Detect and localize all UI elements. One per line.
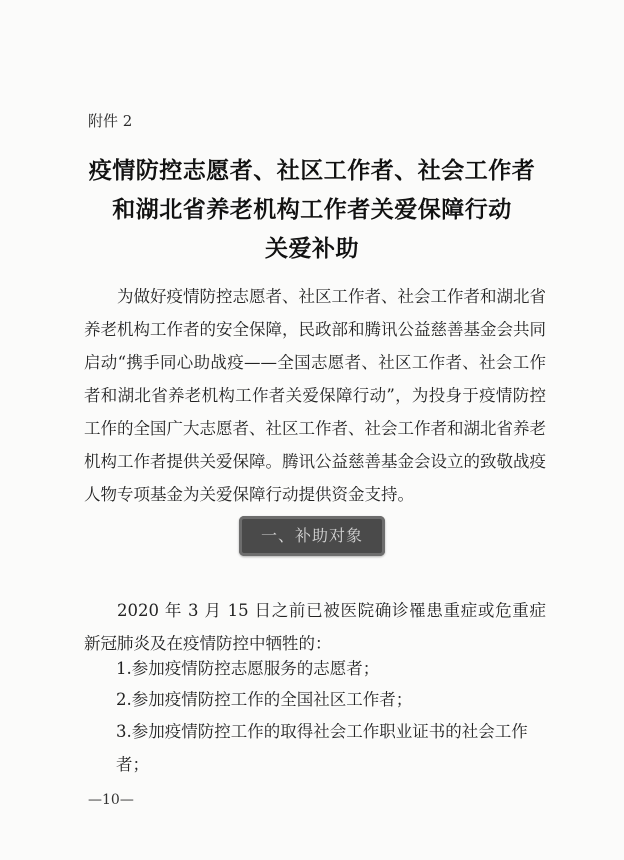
title-line-1: 疫情防控志愿者、社区工作者、社会工作者 — [88, 158, 536, 184]
list-item: 3.参加疫情防控工作的取得社会工作职业证书的社会工作者； — [116, 722, 528, 774]
intro-paragraph: 为做好疫情防控志愿者、社区工作者、社会工作者和湖北省养老机构工作者的安全保障，民政部和腾讯公益慈善基金会共同启动“携手同心助战疫——全国志愿者、社区工作者、社会工作者和湖北省养老机构工作者关爱保障行动”，为投身于疫情防控工作的全国广大志愿者、社区工作者、社会工作者和湖北省养老机构工作者提供关爱保障。腾讯公益慈善基金会设立的致敬战疫人物专项基金为关爱保障行动提供资金支持。 — [84, 287, 546, 504]
list-item: 2.参加疫情防控工作的全国社区工作者； — [116, 690, 413, 709]
eligibility-paragraph: 2020 年 3 月 15 日之前已被医院确诊罹患重症或危重症新冠肺炎及在疫情防控中牺牲的： — [84, 601, 546, 653]
document-title — [0, 152, 624, 269]
section-heading-container — [0, 516, 624, 556]
title-line-3: 关爱补助 — [265, 236, 359, 262]
list-item: 1.参加疫情防控志愿服务的志愿者； — [116, 659, 380, 678]
attachment-label: 附件 2 — [88, 112, 133, 130]
title-line-2: 和湖北省养老机构工作者关爱保障行动 — [112, 197, 512, 223]
page-number: —10— — [88, 792, 134, 808]
section-heading: 一、补助对象 — [239, 516, 385, 556]
